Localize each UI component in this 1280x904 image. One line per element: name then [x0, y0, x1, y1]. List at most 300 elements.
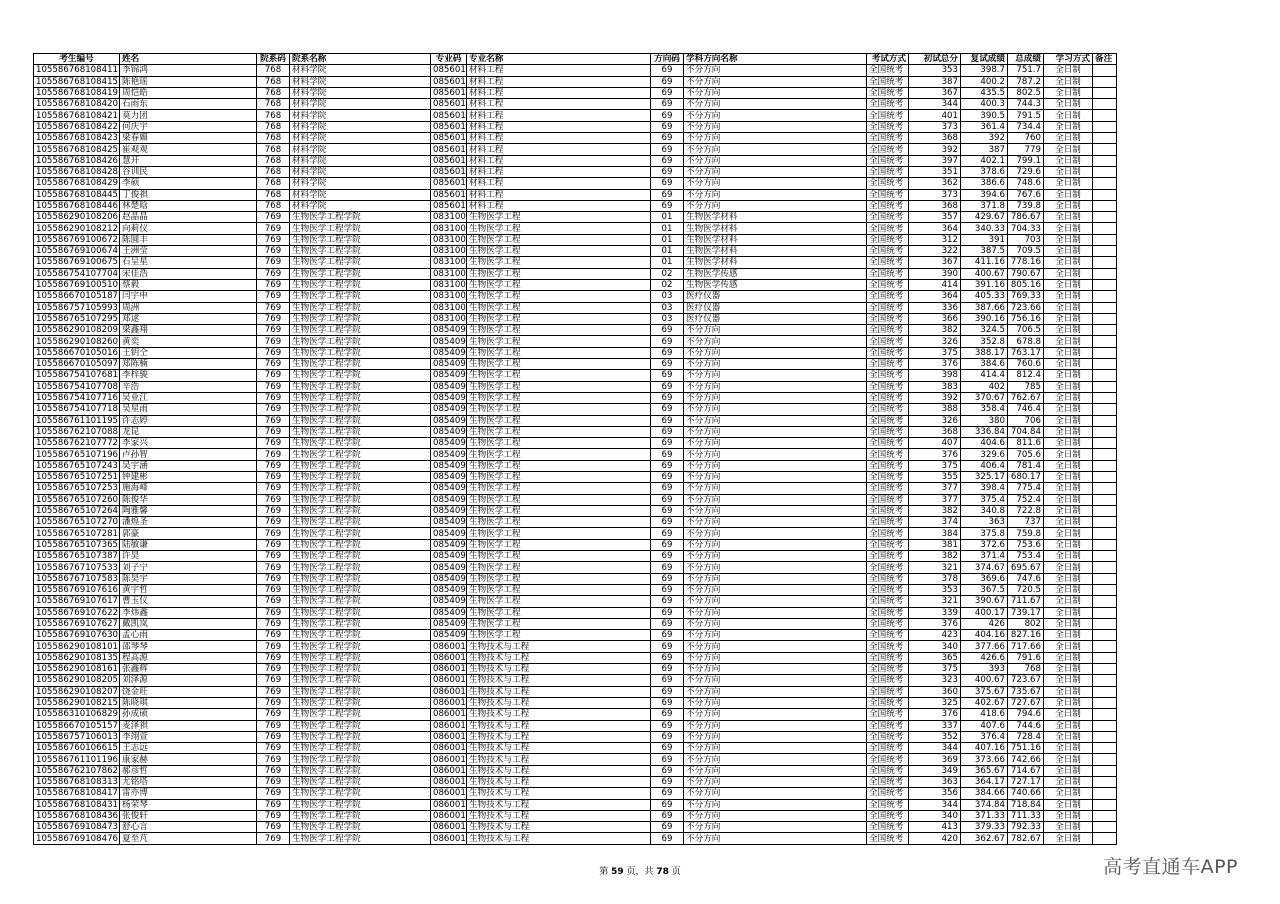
cell-direction-code: 69 — [651, 449, 684, 460]
cell-major-name: 生物医学工程 — [467, 223, 651, 234]
cell-study-mode: 全日制 — [1044, 381, 1093, 392]
cell-major-name: 生物技术与工程 — [467, 788, 651, 799]
table-row — [34, 246, 1117, 257]
cell-exam-id: 105586765107387 — [34, 551, 120, 562]
cell-total-score: 695.67 — [1008, 562, 1044, 573]
cell-exam-type: 全国统考 — [867, 483, 909, 494]
cell-initial-score: 381 — [909, 539, 961, 550]
cell-exam-id: 105586762107862 — [34, 765, 120, 776]
cell-major-code: 085409 — [431, 347, 467, 358]
table-row — [34, 291, 1117, 302]
cell-total-score: 767.6 — [1008, 189, 1044, 200]
cell-initial-score: 360 — [909, 686, 961, 697]
cell-dept-name: 生物医学工程学院 — [290, 438, 431, 449]
cell-dept-code: 769 — [257, 528, 290, 539]
cell-major-code: 085409 — [431, 573, 467, 584]
cell-remarks — [1093, 65, 1117, 76]
cell-name: 辛浩 — [120, 381, 257, 392]
cell-exam-type: 全国统考 — [867, 144, 909, 155]
cell-direction-code: 69 — [651, 133, 684, 144]
cell-initial-score: 321 — [909, 562, 961, 573]
cell-initial-score: 336 — [909, 302, 961, 313]
cell-direction-code: 69 — [651, 528, 684, 539]
cell-study-mode: 全日制 — [1044, 438, 1093, 449]
cell-dept-code: 769 — [257, 359, 290, 370]
cell-study-mode: 全日制 — [1044, 99, 1093, 110]
watermark-text: 高考直通车APP — [1103, 856, 1238, 878]
cell-dept-code: 769 — [257, 291, 290, 302]
cell-major-code: 085409 — [431, 325, 467, 336]
cell-dept-code: 769 — [257, 268, 290, 279]
cell-name: 吴星雨 — [120, 404, 257, 415]
cell-study-mode: 全日制 — [1044, 110, 1093, 121]
table-row — [34, 302, 1117, 313]
cell-total-score: 782.67 — [1008, 833, 1044, 844]
cell-major-code: 085409 — [431, 370, 467, 381]
cell-direction-name: 不分方向 — [684, 765, 867, 776]
cell-retest-score: 371.8 — [961, 200, 1008, 211]
cell-remarks — [1093, 630, 1117, 641]
cell-dept-code: 769 — [257, 460, 290, 471]
cell-exam-id: 105586769107630 — [34, 630, 120, 641]
cell-initial-score: 377 — [909, 494, 961, 505]
cell-dept-name: 生物医学工程学院 — [290, 799, 431, 810]
cell-exam-id: 105586768108419 — [34, 87, 120, 98]
cell-retest-score: 379.33 — [961, 822, 1008, 833]
cell-dept-code: 769 — [257, 234, 290, 245]
cell-study-mode: 全日制 — [1044, 833, 1093, 844]
cell-total-score: 709.5 — [1008, 246, 1044, 257]
cell-direction-code: 69 — [651, 426, 684, 437]
cell-study-mode: 全日制 — [1044, 268, 1093, 279]
cell-major-code: 085409 — [431, 505, 467, 516]
cell-major-name: 材料工程 — [467, 99, 651, 110]
cell-dept-code: 769 — [257, 279, 290, 290]
cell-exam-id: 105586762107772 — [34, 438, 120, 449]
cell-remarks — [1093, 121, 1117, 132]
header-exam-type: 考试方式 — [867, 54, 909, 65]
cell-remarks — [1093, 110, 1117, 121]
cell-name: 王钥仝 — [120, 347, 257, 358]
cell-remarks — [1093, 483, 1117, 494]
cell-total-score: 762.67 — [1008, 392, 1044, 403]
cell-exam-id: 105586757106013 — [34, 731, 120, 742]
cell-dept-code: 769 — [257, 517, 290, 528]
cell-dept-name: 生物医学工程学院 — [290, 505, 431, 516]
cell-direction-name: 生物医学传感 — [684, 279, 867, 290]
cell-major-name: 生物医学工程 — [467, 279, 651, 290]
cell-major-name: 材料工程 — [467, 166, 651, 177]
cell-dept-code: 769 — [257, 731, 290, 742]
cell-retest-score: 375.8 — [961, 528, 1008, 539]
cell-direction-name: 不分方向 — [684, 630, 867, 641]
cell-direction-name: 不分方向 — [684, 426, 867, 437]
cell-exam-id: 105586290108101 — [34, 641, 120, 652]
cell-name: 许昊 — [120, 551, 257, 562]
cell-name: 莫力团 — [120, 110, 257, 121]
cell-study-mode: 全日制 — [1044, 404, 1093, 415]
cell-major-name: 生物技术与工程 — [467, 731, 651, 742]
cell-name: 王洲莹 — [120, 246, 257, 257]
cell-dept-name: 生物医学工程学院 — [290, 471, 431, 482]
cell-retest-score: 372.6 — [961, 539, 1008, 550]
cell-remarks — [1093, 246, 1117, 257]
cell-retest-score: 426.6 — [961, 652, 1008, 663]
cell-name: 陈艳瑶 — [120, 76, 257, 87]
cell-direction-name: 不分方向 — [684, 359, 867, 370]
cell-remarks — [1093, 189, 1117, 200]
cell-exam-id: 105586761101196 — [34, 754, 120, 765]
cell-total-score: 723.66 — [1008, 302, 1044, 313]
cell-dept-name: 生物医学工程学院 — [290, 426, 431, 437]
cell-retest-score: 371.33 — [961, 810, 1008, 821]
cell-total-score: 827.16 — [1008, 630, 1044, 641]
cell-direction-code: 69 — [651, 754, 684, 765]
table-row — [34, 799, 1117, 810]
cell-dept-code: 769 — [257, 686, 290, 697]
cell-dept-code: 768 — [257, 87, 290, 98]
cell-direction-code: 69 — [651, 200, 684, 211]
cell-exam-type: 全国统考 — [867, 822, 909, 833]
cell-exam-type: 全国统考 — [867, 607, 909, 618]
cell-initial-score: 321 — [909, 596, 961, 607]
cell-exam-type: 全国统考 — [867, 291, 909, 302]
cell-study-mode: 全日制 — [1044, 212, 1093, 223]
cell-total-score: 728.4 — [1008, 731, 1044, 742]
cell-name: 谷训民 — [120, 166, 257, 177]
cell-direction-code: 69 — [651, 573, 684, 584]
cell-initial-score: 364 — [909, 291, 961, 302]
cell-initial-score: 420 — [909, 833, 961, 844]
cell-major-code: 083100 — [431, 279, 467, 290]
cell-initial-score: 355 — [909, 471, 961, 482]
cell-exam-id: 105586290108209 — [34, 325, 120, 336]
cell-dept-name: 生物医学工程学院 — [290, 664, 431, 675]
cell-study-mode: 全日制 — [1044, 596, 1093, 607]
cell-dept-code: 768 — [257, 65, 290, 76]
cell-exam-id: 105586290108212 — [34, 223, 120, 234]
cell-exam-type: 全国统考 — [867, 381, 909, 392]
cell-study-mode: 全日制 — [1044, 505, 1093, 516]
cell-dept-code: 769 — [257, 709, 290, 720]
cell-major-code: 083100 — [431, 313, 467, 324]
cell-major-code: 086001 — [431, 822, 467, 833]
cell-major-code: 086001 — [431, 788, 467, 799]
cell-exam-type: 全国统考 — [867, 709, 909, 720]
cell-remarks — [1093, 336, 1117, 347]
cell-exam-type: 全国统考 — [867, 641, 909, 652]
cell-name: 何庆宇 — [120, 121, 257, 132]
cell-dept-code: 769 — [257, 833, 290, 844]
cell-initial-score: 376 — [909, 709, 961, 720]
cell-dept-name: 生物医学工程学院 — [290, 731, 431, 742]
table-row — [34, 788, 1117, 799]
cell-major-name: 材料工程 — [467, 189, 651, 200]
cell-dept-code: 769 — [257, 404, 290, 415]
cell-remarks — [1093, 743, 1117, 754]
cell-total-score: 723.67 — [1008, 675, 1044, 686]
cell-direction-name: 生物医学材料 — [684, 223, 867, 234]
cell-exam-type: 全国统考 — [867, 133, 909, 144]
cell-study-mode: 全日制 — [1044, 765, 1093, 776]
cell-exam-id: 105586670105187 — [34, 291, 120, 302]
cell-exam-type: 全国统考 — [867, 731, 909, 742]
cell-direction-name: 生物医学材料 — [684, 246, 867, 257]
cell-exam-type: 全国统考 — [867, 336, 909, 347]
table-row — [34, 517, 1117, 528]
cell-exam-id: 105586768108415 — [34, 76, 120, 87]
cell-total-score: 703 — [1008, 234, 1044, 245]
cell-direction-name: 不分方向 — [684, 189, 867, 200]
cell-remarks — [1093, 573, 1117, 584]
cell-major-code: 083100 — [431, 246, 467, 257]
cell-direction-code: 03 — [651, 302, 684, 313]
cell-remarks — [1093, 268, 1117, 279]
cell-study-mode: 全日制 — [1044, 133, 1093, 144]
cell-retest-score: 375.67 — [961, 686, 1008, 697]
cell-total-score: 760.6 — [1008, 359, 1044, 370]
cell-name: 张鑫辉 — [120, 664, 257, 675]
cell-major-code: 083100 — [431, 291, 467, 302]
cell-direction-code: 69 — [651, 336, 684, 347]
cell-exam-type: 全国统考 — [867, 313, 909, 324]
cell-major-code: 086001 — [431, 731, 467, 742]
cell-major-code: 086001 — [431, 777, 467, 788]
table-row — [34, 381, 1117, 392]
table-row — [34, 573, 1117, 584]
cell-exam-id: 105586769100674 — [34, 246, 120, 257]
cell-remarks — [1093, 562, 1117, 573]
table-row — [34, 460, 1117, 471]
cell-study-mode: 全日制 — [1044, 279, 1093, 290]
cell-remarks — [1093, 754, 1117, 765]
cell-remarks — [1093, 313, 1117, 324]
cell-remarks — [1093, 584, 1117, 595]
cell-study-mode: 全日制 — [1044, 370, 1093, 381]
cell-major-code: 086001 — [431, 743, 467, 754]
cell-initial-score: 388 — [909, 404, 961, 415]
cell-direction-name: 不分方向 — [684, 471, 867, 482]
cell-total-score: 680.17 — [1008, 471, 1044, 482]
cell-direction-code: 69 — [651, 404, 684, 415]
cell-dept-name: 生物医学工程学院 — [290, 539, 431, 550]
cell-retest-score: 340.33 — [961, 223, 1008, 234]
cell-initial-score: 375 — [909, 664, 961, 675]
cell-name: 夏至芃 — [120, 833, 257, 844]
cell-direction-code: 69 — [651, 87, 684, 98]
cell-exam-type: 全国统考 — [867, 347, 909, 358]
cell-initial-score: 367 — [909, 87, 961, 98]
cell-exam-id: 105586769100672 — [34, 234, 120, 245]
cell-dept-code: 769 — [257, 607, 290, 618]
cell-study-mode: 全日制 — [1044, 223, 1093, 234]
cell-initial-score: 353 — [909, 584, 961, 595]
cell-name: 康家赫 — [120, 754, 257, 765]
cell-direction-code: 69 — [651, 765, 684, 776]
cell-major-code: 085601 — [431, 76, 467, 87]
cell-name: 梁鑫翔 — [120, 325, 257, 336]
header-remarks: 备注 — [1093, 54, 1117, 65]
cell-dept-code: 769 — [257, 652, 290, 663]
table-row — [34, 325, 1117, 336]
cell-exam-id: 105586290108260 — [34, 336, 120, 347]
cell-remarks — [1093, 731, 1117, 742]
cell-major-name: 生物医学工程 — [467, 471, 651, 482]
cell-direction-name: 不分方向 — [684, 652, 867, 663]
cell-direction-code: 01 — [651, 223, 684, 234]
cell-total-score: 779 — [1008, 144, 1044, 155]
cell-exam-type: 全国统考 — [867, 630, 909, 641]
cell-study-mode: 全日制 — [1044, 584, 1093, 595]
table-row — [34, 483, 1117, 494]
cell-total-score: 805.16 — [1008, 279, 1044, 290]
cell-direction-code: 69 — [651, 833, 684, 844]
cell-dept-name: 生物医学工程学院 — [290, 392, 431, 403]
cell-dept-name: 生物医学工程学院 — [290, 743, 431, 754]
cell-name: 戴凯岚 — [120, 618, 257, 629]
cell-major-name: 生物医学工程 — [467, 336, 651, 347]
cell-direction-code: 03 — [651, 313, 684, 324]
cell-remarks — [1093, 381, 1117, 392]
cell-dept-name: 材料学院 — [290, 110, 431, 121]
cell-total-score: 760 — [1008, 133, 1044, 144]
table-row — [34, 810, 1117, 821]
cell-initial-score: 376 — [909, 359, 961, 370]
cell-direction-name: 不分方向 — [684, 777, 867, 788]
cell-dept-name: 生物医学工程学院 — [290, 359, 431, 370]
cell-retest-score: 402.1 — [961, 155, 1008, 166]
cell-retest-score: 402.67 — [961, 697, 1008, 708]
table-row — [34, 121, 1117, 132]
cell-study-mode: 全日制 — [1044, 652, 1093, 663]
cell-retest-score: 435.5 — [961, 87, 1008, 98]
cell-remarks — [1093, 607, 1117, 618]
cell-direction-name: 不分方向 — [684, 404, 867, 415]
cell-study-mode: 全日制 — [1044, 200, 1093, 211]
cell-retest-score: 411.16 — [961, 257, 1008, 268]
cell-major-code: 085409 — [431, 494, 467, 505]
cell-initial-score: 367 — [909, 257, 961, 268]
cell-direction-code: 69 — [651, 392, 684, 403]
cell-initial-score: 353 — [909, 65, 961, 76]
cell-exam-id: 105586754107718 — [34, 404, 120, 415]
cell-initial-score: 390 — [909, 268, 961, 279]
table-row — [34, 505, 1117, 516]
cell-name: 杨荣琴 — [120, 799, 257, 810]
cell-direction-name: 不分方向 — [684, 449, 867, 460]
cell-initial-score: 368 — [909, 426, 961, 437]
cell-remarks — [1093, 347, 1117, 358]
cell-direction-name: 不分方向 — [684, 833, 867, 844]
cell-study-mode: 全日制 — [1044, 810, 1093, 821]
cell-study-mode: 全日制 — [1044, 302, 1093, 313]
cell-direction-name: 不分方向 — [684, 551, 867, 562]
cell-total-score: 720.5 — [1008, 584, 1044, 595]
cell-name: 孟心雨 — [120, 630, 257, 641]
cell-total-score: 711.67 — [1008, 596, 1044, 607]
cell-study-mode: 全日制 — [1044, 675, 1093, 686]
cell-initial-score: 376 — [909, 449, 961, 460]
cell-direction-code: 69 — [651, 788, 684, 799]
cell-exam-type: 全国统考 — [867, 178, 909, 189]
cell-major-code: 085409 — [431, 584, 467, 595]
cell-name: 王志远 — [120, 743, 257, 754]
cell-direction-name: 不分方向 — [684, 562, 867, 573]
cell-name: 郭豪 — [120, 528, 257, 539]
cell-dept-code: 769 — [257, 765, 290, 776]
cell-remarks — [1093, 426, 1117, 437]
cell-remarks — [1093, 675, 1117, 686]
cell-exam-type: 全国统考 — [867, 392, 909, 403]
cell-study-mode: 全日制 — [1044, 731, 1093, 742]
cell-major-name: 材料工程 — [467, 155, 651, 166]
cell-dept-code: 768 — [257, 133, 290, 144]
cell-direction-name: 不分方向 — [684, 607, 867, 618]
cell-dept-name: 生物医学工程学院 — [290, 833, 431, 844]
cell-retest-score: 380 — [961, 415, 1008, 426]
cell-retest-score: 367.5 — [961, 584, 1008, 595]
cell-dept-name: 生物医学工程学院 — [290, 268, 431, 279]
cell-major-code: 085409 — [431, 336, 467, 347]
cell-dept-name: 生物医学工程学院 — [290, 528, 431, 539]
cell-study-mode: 全日制 — [1044, 709, 1093, 720]
cell-total-score: 763.17 — [1008, 347, 1044, 358]
table-row — [34, 415, 1117, 426]
cell-remarks — [1093, 370, 1117, 381]
cell-major-name: 生物医学工程 — [467, 234, 651, 245]
cell-remarks — [1093, 652, 1117, 663]
cell-name: 陶雅馨 — [120, 505, 257, 516]
cell-retest-score: 400.3 — [961, 99, 1008, 110]
cell-name: 麦泽祺 — [120, 720, 257, 731]
cell-major-code: 085409 — [431, 528, 467, 539]
cell-study-mode: 全日制 — [1044, 686, 1093, 697]
cell-study-mode: 全日制 — [1044, 426, 1093, 437]
cell-exam-type: 全国统考 — [867, 155, 909, 166]
cell-dept-name: 生物医学工程学院 — [290, 675, 431, 686]
cell-direction-name: 不分方向 — [684, 799, 867, 810]
cell-dept-name: 生物医学工程学院 — [290, 257, 431, 268]
table-row — [34, 528, 1117, 539]
cell-retest-score: 418.6 — [961, 709, 1008, 720]
cell-retest-score: 390.16 — [961, 313, 1008, 324]
cell-initial-score: 339 — [909, 607, 961, 618]
cell-name: 郝彦哲 — [120, 765, 257, 776]
cell-exam-type: 全国统考 — [867, 720, 909, 731]
cell-major-name: 材料工程 — [467, 76, 651, 87]
cell-major-code: 083100 — [431, 268, 467, 279]
cell-name: 丁俊祺 — [120, 189, 257, 200]
cell-direction-code: 01 — [651, 234, 684, 245]
header-direction-name: 学科方向名称 — [684, 54, 867, 65]
cell-exam-type: 全国统考 — [867, 415, 909, 426]
cell-remarks — [1093, 166, 1117, 177]
cell-name: 林楚晗 — [120, 200, 257, 211]
cell-major-name: 生物医学工程 — [467, 630, 651, 641]
cell-study-mode: 全日制 — [1044, 517, 1093, 528]
cell-major-code: 085409 — [431, 539, 467, 550]
cell-exam-type: 全国统考 — [867, 777, 909, 788]
cell-name: 孙成硕 — [120, 709, 257, 720]
cell-initial-score: 357 — [909, 212, 961, 223]
cell-major-code: 086001 — [431, 697, 467, 708]
table-row — [34, 596, 1117, 607]
cell-major-code: 083100 — [431, 257, 467, 268]
cell-exam-type: 全国统考 — [867, 539, 909, 550]
cell-study-mode: 全日制 — [1044, 347, 1093, 358]
cell-study-mode: 全日制 — [1044, 494, 1093, 505]
cell-direction-name: 不分方向 — [684, 99, 867, 110]
